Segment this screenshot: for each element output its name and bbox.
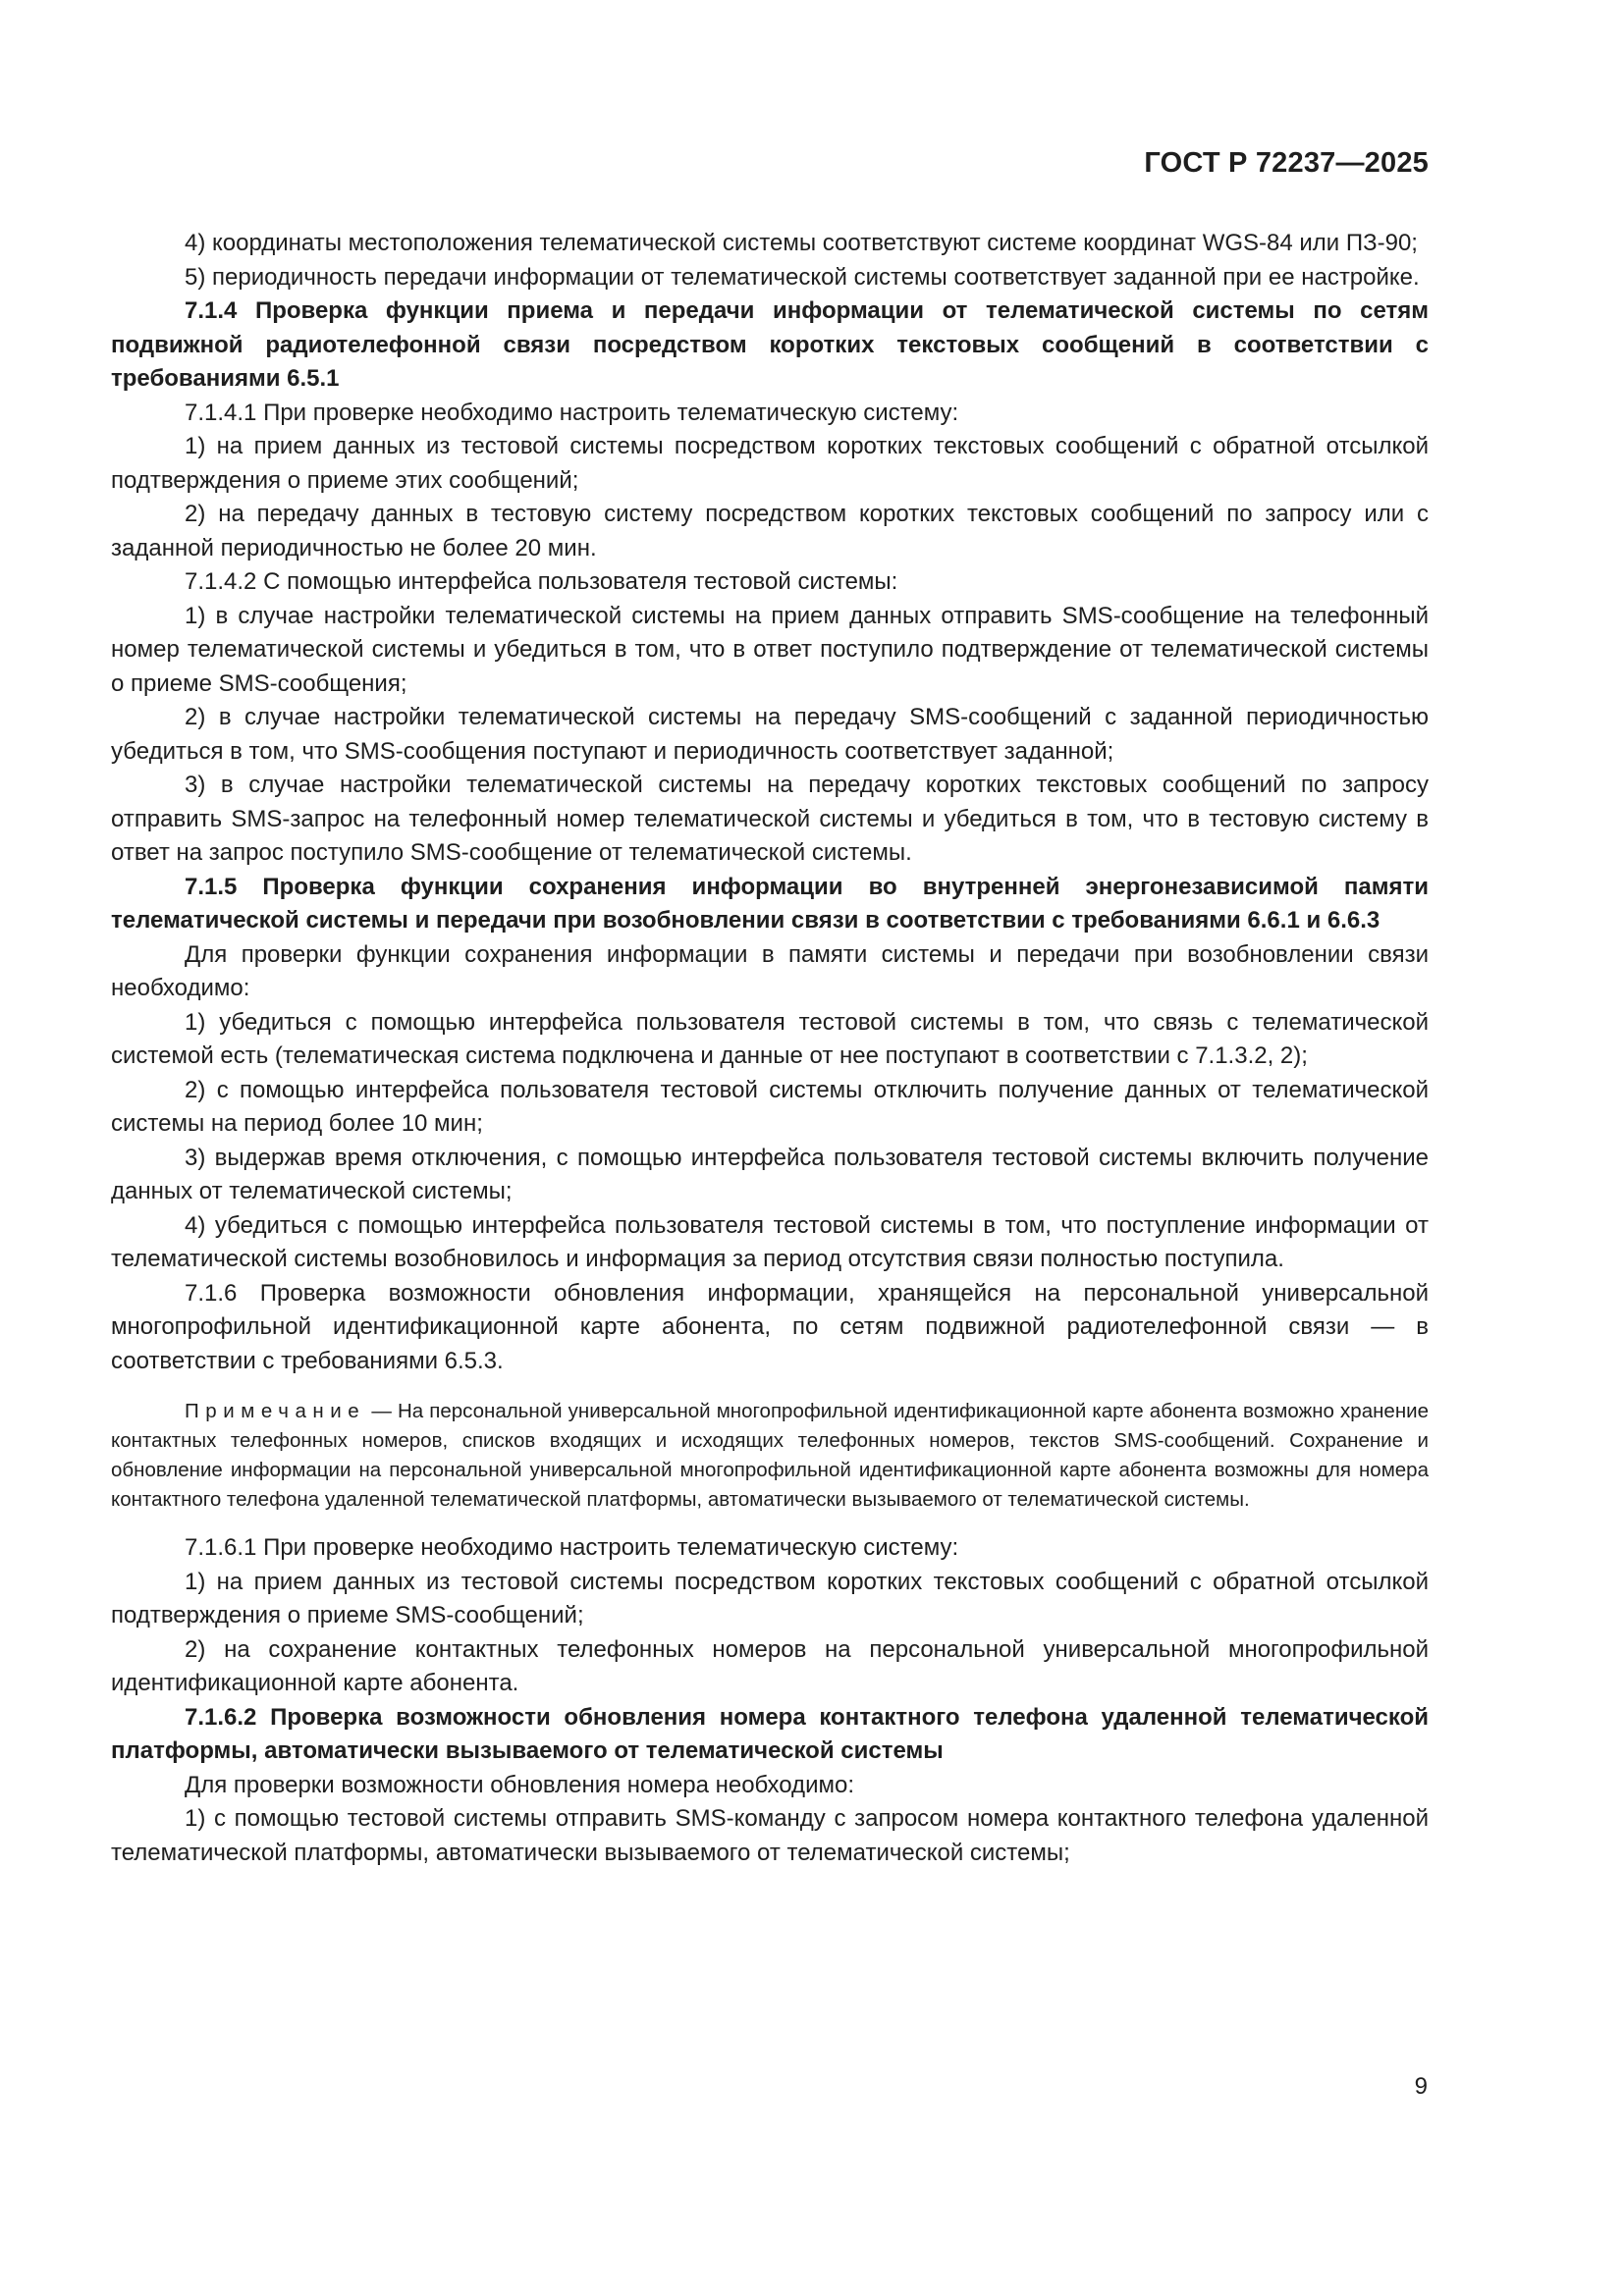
page-number: 9 (1414, 2073, 1428, 2100)
section-heading-7-1-4: 7.1.4 Проверка функции приема и передачи информации от телематической системы по сетям подвижной радиотелефонной связи посредством коротких текстовых сообщений в соответствии с требованиями 6.5.1 (111, 297, 1429, 392)
paragraph-list-item: 1) в случае настройки телематической системы на прием данных отправить SMS-сообщение на телефонный номер телематической системы и убедиться в том, что в ответ поступило подтверждение от телематической системы о приеме SMS-сообщения; (111, 602, 1429, 697)
paragraph-7-1-4-2: 7.1.4.2 С помощью интерфейса пользователя тестовой системы: (185, 568, 898, 595)
paragraph-list-item: 4) убедиться с помощью интерфейса пользователя тестовой системы в том, что поступление информации от телематической системы возобновилось и информация за период отсутствия связи полностью поступила. (111, 1211, 1429, 1272)
paragraph-list-item: 2) на передачу данных в тестовую систему посредством коротких текстовых сообщений по запросу или с заданной периодичностью не более 20 мин. (111, 501, 1429, 561)
paragraph-intro: Для проверки функции сохранения информации в памяти системы и передачи при возобновлении связи необходимо: (111, 940, 1429, 1001)
paragraph-7-1-4-1: 7.1.4.1 При проверке необходимо настроить телематическую систему: (185, 399, 959, 426)
paragraph-intro: Для проверки возможности обновления номера необходимо: (185, 1771, 854, 1798)
paragraph-list-item: 3) в случае настройки телематической системы на передачу коротких текстовых сообщений по запросу отправить SMS-запрос на телефонный номер телематической системы и убедиться в том, что в тестовую систему в ответ на запрос поступило SMS-сообщение от телематической системы. (111, 772, 1429, 866)
paragraph-list-item: 1) на прием данных из тестовой системы посредством коротких текстовых сообщений с обратной отсылкой подтверждения о приеме этих сообщений; (111, 433, 1429, 494)
paragraph-7-1-6-1: 7.1.6.1 При проверке необходимо настроить телематическую систему: (185, 1534, 959, 1561)
paragraph-list-item: 3) выдержав время отключения, с помощью интерфейса пользователя тестовой системы включить получение данных от телематической системы; (111, 1144, 1429, 1204)
document-body (111, 227, 1429, 1870)
paragraph-list-item-5: 5) периодичность передачи информации от телематической системы соответствует заданной при ее настройке. (185, 263, 1420, 291)
doc-code-header: ГОСТ Р 72237—2025 (1144, 147, 1429, 179)
section-heading-7-1-6-2: 7.1.6.2 Проверка возможности обновления номера контактного телефона удаленной телематической платформы, автоматически вызываемого от телематической системы (111, 1703, 1429, 1764)
paragraph-list-item: 1) на прием данных из тестовой системы посредством коротких текстовых сообщений с обратной отсылкой подтверждения о приеме SMS-сообщений; (111, 1568, 1429, 1629)
paragraph-list-item: 1) с помощью тестовой системы отправить SMS-команду с запросом номера контактного телефона удаленной телематической платформы, автоматически вызываемого от телематической системы; (111, 1805, 1429, 1866)
paragraph-list-item-4: 4) координаты местоположения телематической системы соответствуют системе координат WGS-84 или ПЗ-90; (185, 230, 1418, 256)
note-label: Примечание (185, 1400, 366, 1422)
paragraph-list-item: 2) в случае настройки телематической системы на передачу SMS-сообщений с заданной периодичностью убедиться в том, что SMS-сообщения поступают и периодичность соответствует заданной; (111, 704, 1429, 765)
paragraph-list-item: 1) убедиться с помощью интерфейса пользователя тестовой системы в том, что связь с телематической системой есть (телематическая система подключена и данные от нее поступают в соответствии с 7.1.3.2, 2); (111, 1008, 1429, 1069)
paragraph-7-1-6: 7.1.6 Проверка возможности обновления информации, хранящейся на персональной универсальной многопрофильной идентификационной карте абонента, по сетям подвижной радиотелефонной связи — в соответствии с требованиями 6.5.3. (111, 1279, 1429, 1374)
note-paragraph (111, 1397, 1429, 1515)
paragraph-list-item: 2) с помощью интерфейса пользователя тестовой системы отключить получение данных от телематической системы на период более 10 мин; (111, 1076, 1429, 1137)
paragraph-list-item: 2) на сохранение контактных телефонных номеров на персональной универсальной многопрофильной идентификационной карте абонента. (111, 1635, 1429, 1696)
section-heading-7-1-5: 7.1.5 Проверка функции сохранения информации во внутренней энергонезависимой памяти телематической системы и передачи при возобновлении связи в соответствии с требованиями 6.6.1 и 6.6.3 (111, 873, 1429, 934)
note-text: — На персональной универсальной многопрофильной идентификационной карте абонента возможно хранение контактных телефонных номеров, списков входящих и исходящих телефонных номеров, текстов SMS-сообщений. Сохранение и обновление информации на персональной универсальной многопрофильной идентификационной карте абонента возможны для номера контактного телефона удаленной телематической платформы, автоматически вызываемого от телематической системы. (111, 1400, 1429, 1511)
